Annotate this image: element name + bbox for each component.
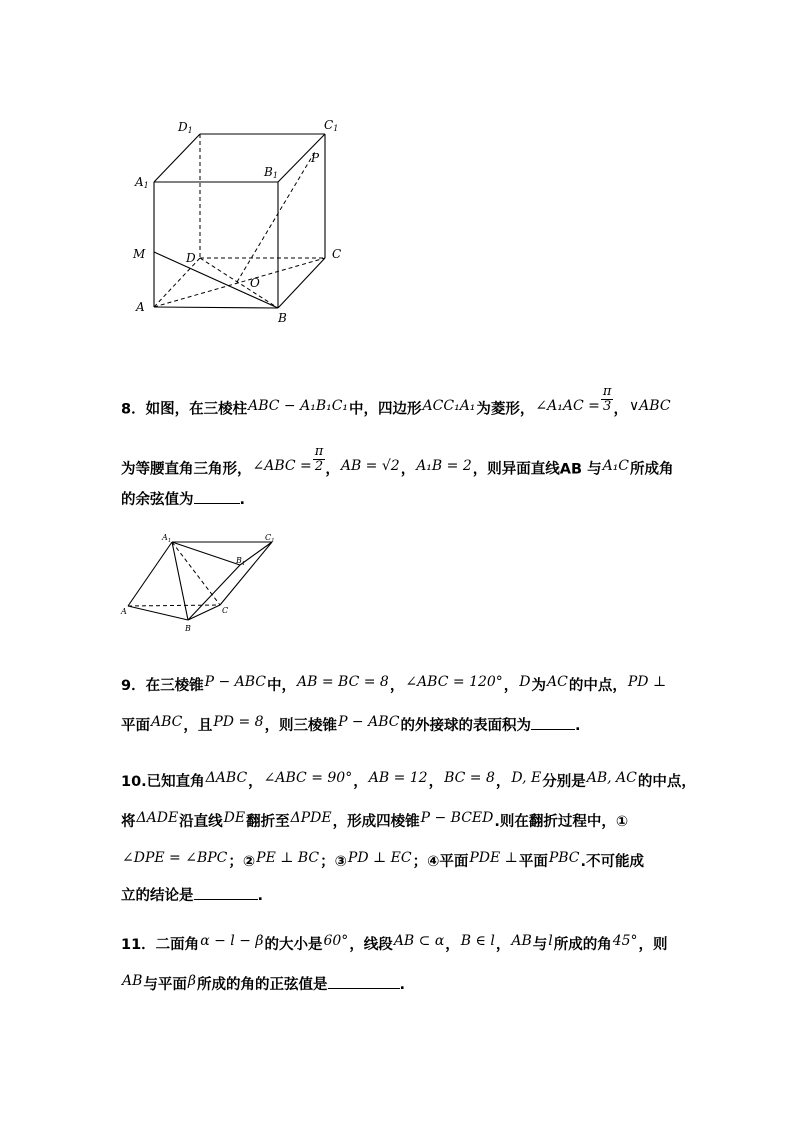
q8-line-3: 的余弦值为 . xyxy=(121,489,245,510)
edge-AC-hidden xyxy=(128,605,220,606)
q10-line-4: 立的结论是 . xyxy=(121,885,263,906)
edge-A1D1 xyxy=(154,134,200,182)
cube-figure xyxy=(128,112,358,327)
label-O: O xyxy=(250,276,260,290)
diagonal-AC-hidden xyxy=(154,258,325,307)
label-B1: B1 xyxy=(264,165,278,180)
edge-AB xyxy=(154,307,278,308)
label-C1: C1 xyxy=(324,118,339,133)
edge-AD-hidden xyxy=(154,258,200,307)
answer-blank-q8[interactable] xyxy=(194,489,240,504)
edge-BC xyxy=(188,605,220,620)
prism-diagram xyxy=(118,528,288,640)
label-B1: $B_1$ xyxy=(236,556,246,567)
q10-line-1: 10.已知直角ΔABC，∠ABC = 90°，AB = 12，BC = 8，D, E分别是AB, AC的中点， xyxy=(121,770,696,790)
label-C1: $C_1$ xyxy=(265,533,275,544)
edge-A1B xyxy=(172,542,188,620)
q10-line-2: 将ΔADE沿直线DE翻折至ΔPDE，形成四棱锥P − BCED.则在翻折过程中，① xyxy=(121,810,629,830)
diagonal-A1C-hidden xyxy=(172,542,220,605)
edge-BC xyxy=(278,258,325,308)
fraction-pi-over-3: $\frac{\pi}{3}$ xyxy=(602,384,612,414)
label-C: C xyxy=(332,247,342,261)
edge-A1A xyxy=(128,542,172,606)
q8-line-1: 8．如图，在三棱柱ABC − A₁B₁C₁中，四边形ACC₁A₁为菱形，∠A₁AC = $\frac{\pi}{3}$ ，∨ABC xyxy=(121,384,671,418)
edge-AB xyxy=(128,606,188,620)
cube-diagram xyxy=(128,112,358,327)
edge-C1C xyxy=(220,542,272,605)
edge-A1B1 xyxy=(172,542,240,565)
edge-B1B xyxy=(188,565,240,620)
prism-figure xyxy=(118,528,288,640)
label-B: B xyxy=(278,311,287,325)
label-C: C xyxy=(222,606,229,615)
label-A1: A1 xyxy=(135,175,149,190)
answer-blank-q10[interactable] xyxy=(194,885,258,900)
label-A: A xyxy=(121,607,127,616)
label-D: D xyxy=(186,251,196,265)
q11-line-2: AB与平面β所成的角的正弦值是 . xyxy=(122,973,406,993)
q8-line-2: 为等腰直角三角形，∠ABC = $\frac{\pi}{2}$ ，AB = √2，A₁B = 2，则异面直线AB 与A₁C所成角 xyxy=(121,444,674,478)
diagonal-DB-hidden xyxy=(200,258,278,308)
answer-blank-q9[interactable] xyxy=(531,715,575,730)
label-P: P xyxy=(311,151,320,165)
q9-line-1: 9．在三棱锥P − ABC中，AB = BC = 8，∠ABC = 120°，D为AC的中点，PD ⊥ xyxy=(121,674,667,694)
label-A1: $A_1$ xyxy=(162,533,172,544)
label-M: M xyxy=(133,247,146,261)
fraction-pi-over-2: $\frac{\pi}{2}$ xyxy=(314,444,324,474)
label-A: A xyxy=(136,300,145,314)
label-D1: D1 xyxy=(178,120,193,135)
answer-blank-q11[interactable] xyxy=(328,974,400,989)
q11-line-1: 11．二面角α − l − β的大小是60°，线段AB ⊂ α，B ∈ l，AB与l所成的角45°，则 xyxy=(121,933,668,953)
label-B: B xyxy=(185,624,191,633)
q10-line-3: ∠DPE = ∠BPC；②PE ⊥ BC；③PD ⊥ EC；④平面PDE ⊥平面PBC.不可能成 xyxy=(122,850,645,870)
segment-OP-hidden xyxy=(237,150,316,282)
q9-line-2: 平面ABC，且PD = 8，则三棱锥P − ABC的外接球的表面积为 . xyxy=(121,714,581,734)
